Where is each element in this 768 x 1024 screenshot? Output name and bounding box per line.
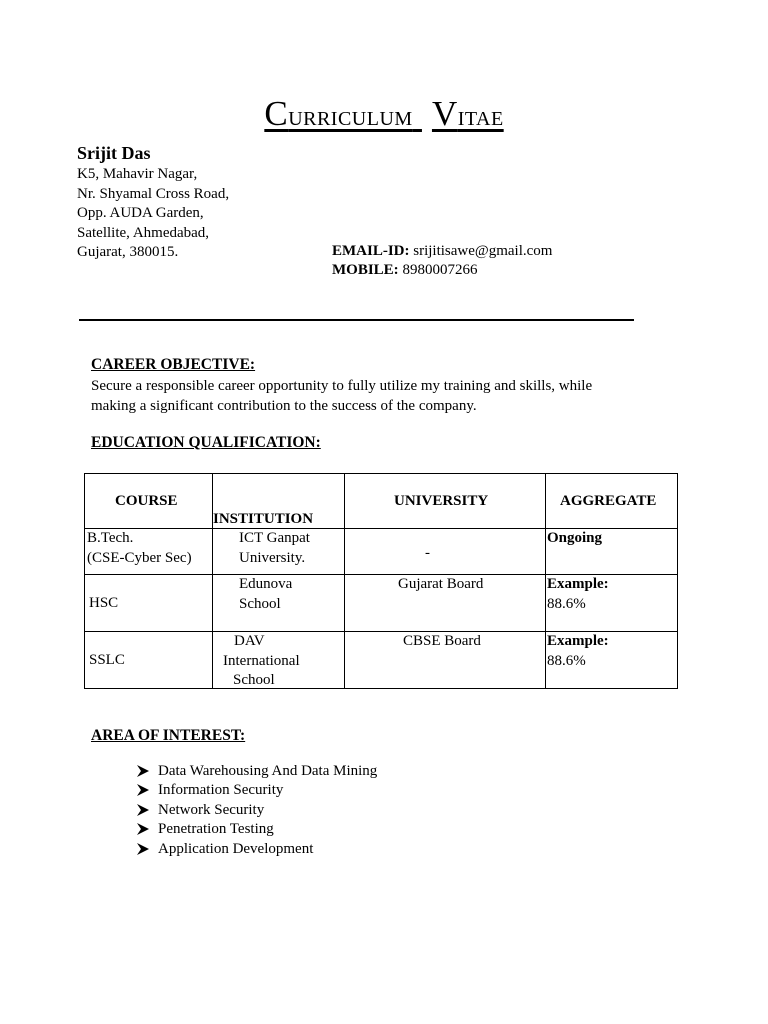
- institution-line: University.: [239, 549, 306, 566]
- list-item: [136, 781, 377, 800]
- title-word-2: [432, 94, 504, 133]
- course-line: B.Tech.: [87, 530, 134, 546]
- table-header-row: [85, 474, 678, 529]
- aggregate-value: 88.6%: [547, 652, 586, 669]
- list-item: [136, 820, 377, 839]
- institution-cell: [213, 575, 345, 632]
- objective-line: making a significant contribution to the success of the company.: [91, 397, 477, 414]
- contact-block: [332, 242, 552, 280]
- arrowhead-bullet-icon: [136, 765, 150, 777]
- course-text: SSLC: [89, 652, 125, 668]
- aggregate-label: Example:: [547, 633, 609, 649]
- address-line: Gujarat, 380015.: [77, 244, 179, 261]
- email-label: EMAIL-ID:: [332, 243, 410, 259]
- institution-line: School: [239, 595, 281, 612]
- address-block: [77, 165, 229, 263]
- objective-line: Secure a responsible career opportunity to fully utilize my training and skills, while: [91, 378, 593, 394]
- aggregate-value: 88.6%: [547, 595, 586, 612]
- header-aggregate-label: AGGREGATE: [560, 493, 657, 509]
- header-course: [85, 474, 213, 529]
- education-table: [84, 473, 678, 689]
- course-text: HSC: [89, 595, 119, 611]
- university-cell: [345, 632, 546, 689]
- institution-text: [239, 529, 310, 568]
- horizontal-divider: [79, 319, 634, 321]
- arrowhead-bullet-icon: [136, 843, 150, 855]
- career-objective-heading: CAREER OBJECTIVE:: [91, 356, 256, 373]
- aggregate-cell: [546, 575, 678, 632]
- arrowhead-bullet-icon: [136, 823, 150, 835]
- table-row: [85, 529, 678, 575]
- arrowhead-bullet-icon: [136, 804, 150, 816]
- email-value: srijitisawe@gmail.com: [413, 243, 553, 259]
- aggregate-label: Example:: [547, 576, 609, 592]
- course-cell: [85, 575, 213, 632]
- aggregate-cell: [546, 529, 678, 575]
- header-aggregate: [546, 474, 678, 529]
- interest-label: Application Development: [158, 840, 314, 857]
- address-line: Opp. AUDA Garden,: [77, 205, 204, 222]
- header-institution: [213, 474, 345, 529]
- list-item: [136, 762, 377, 781]
- university-text: -: [425, 545, 430, 561]
- email-row: [332, 242, 552, 261]
- institution-text: [223, 632, 300, 691]
- university-cell: [345, 529, 546, 575]
- institution-line: ICT Ganpat: [239, 530, 310, 546]
- interest-label: Data Warehousing And Data Mining: [158, 763, 378, 779]
- title-rest-1: urriculum: [288, 101, 413, 132]
- institution-line: Edunova: [239, 576, 293, 592]
- arrowhead-bullet-icon: [136, 784, 150, 796]
- title-word-1: [264, 94, 412, 133]
- institution-line: DAV: [234, 633, 265, 649]
- header-university: [345, 474, 546, 529]
- header-course-label: COURSE: [115, 493, 178, 509]
- header-institution-label: INSTITUTION: [213, 511, 314, 527]
- interest-label: Penetration Testing: [158, 821, 274, 838]
- header-university-label: UNIVERSITY: [394, 493, 489, 509]
- institution-line: International: [223, 652, 300, 669]
- course-text: [87, 529, 192, 568]
- career-objective-text: [91, 377, 691, 416]
- list-item: [136, 801, 377, 820]
- address-line: K5, Mahavir Nagar,: [77, 166, 198, 182]
- course-line: (CSE-Cyber Sec): [87, 549, 192, 566]
- institution-line: School: [233, 672, 275, 688]
- address-line: Satellite, Ahmedabad,: [77, 224, 210, 241]
- candidate-name: Srijit Das: [77, 143, 151, 163]
- table-row: [85, 575, 678, 632]
- title-initial-2: V: [431, 94, 458, 133]
- title-rest-2: itae: [457, 101, 504, 132]
- title-initial-1: C: [264, 94, 289, 133]
- list-item: [136, 840, 377, 859]
- table-row: [85, 632, 678, 689]
- interest-label: Information Security: [158, 782, 284, 799]
- mobile-value: 8980007266: [402, 262, 478, 278]
- mobile-label: MOBILE:: [332, 262, 399, 278]
- institution-cell: [213, 529, 345, 575]
- aggregate-cell: [546, 632, 678, 689]
- aggregate-text: [547, 632, 609, 671]
- institution-cell: [213, 632, 345, 689]
- course-cell: [85, 632, 213, 689]
- interests-list: [136, 762, 377, 859]
- interests-heading: AREA OF INTEREST:: [91, 727, 246, 744]
- mobile-row: [332, 261, 552, 280]
- document-title: [0, 94, 768, 134]
- university-text: Gujarat Board: [398, 576, 484, 592]
- interest-label: Network Security: [158, 801, 265, 818]
- institution-text: [239, 575, 292, 614]
- address-line: Nr. Shyamal Cross Road,: [77, 185, 230, 202]
- university-text: CBSE Board: [403, 633, 481, 649]
- university-cell: [345, 575, 546, 632]
- course-cell: [85, 529, 213, 575]
- aggregate-label: Ongoing: [547, 530, 603, 546]
- aggregate-text: [547, 575, 609, 614]
- education-heading: EDUCATION QUALIFICATION:: [91, 434, 321, 451]
